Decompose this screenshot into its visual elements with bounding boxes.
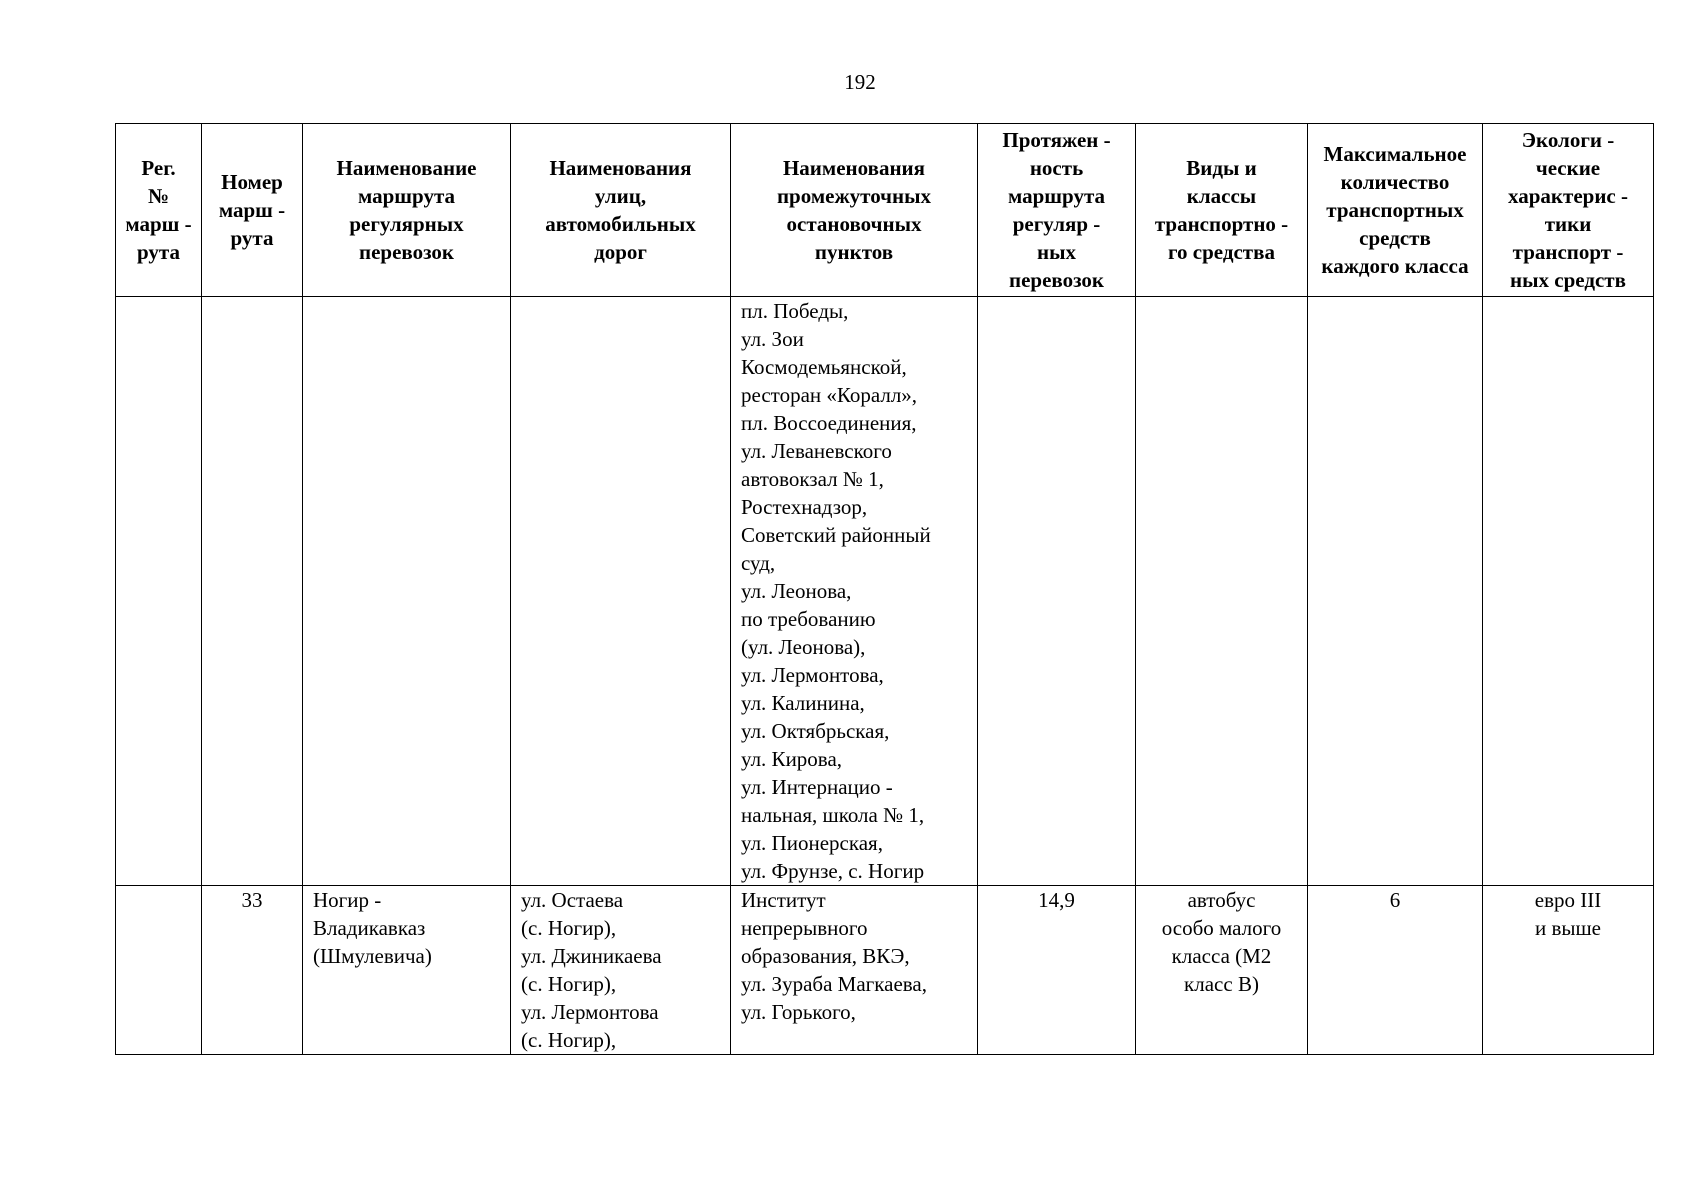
cell-text-line: рута — [137, 240, 180, 264]
cell-route-no — [202, 297, 303, 886]
cell-route-name — [303, 297, 511, 886]
cell-text-line: образования, ВКЭ, — [741, 944, 910, 968]
cell-reg-no — [116, 886, 202, 1055]
cell-text-line: Советский районный — [741, 523, 931, 547]
cell-text-line: и выше — [1534, 916, 1601, 940]
cell-text-line: Наименования — [782, 156, 926, 180]
cell-text-line: автомобильных — [545, 212, 696, 236]
cell-eco — [1483, 297, 1654, 886]
cell-text-line: ул. Джиникаева — [521, 944, 662, 968]
cell-text-line: средств — [1359, 226, 1431, 250]
cell-text-line: нальная, школа № 1, — [741, 803, 925, 827]
cell-text-line: ул. Леонова, — [741, 579, 852, 603]
header-length — [978, 124, 1136, 297]
cell-text-line: (с. Ногир), — [521, 1028, 617, 1052]
cell-text-line: ных — [1037, 240, 1076, 264]
cell-text-line: класс В) — [1184, 972, 1259, 996]
header-max-vehicles — [1308, 124, 1483, 297]
cell-text-line: перевозок — [1008, 268, 1105, 292]
cell-streets — [511, 886, 731, 1055]
table-header-row — [116, 124, 1654, 297]
page-number: 192 — [844, 70, 876, 94]
routes-table — [115, 123, 1654, 1055]
header-vehicle-class — [1136, 124, 1308, 297]
cell-stops — [731, 886, 978, 1055]
cell-length — [978, 886, 1136, 1055]
cell-text-line: Институт — [741, 888, 826, 912]
cell-text-line: ных средств — [1510, 268, 1626, 292]
cell-text-line: (ул. Леонова), — [741, 635, 866, 659]
cell-text-line: улиц, — [594, 184, 647, 208]
cell-text-line: маршрута — [1007, 184, 1106, 208]
cell-eco — [1483, 886, 1654, 1055]
cell-text-line: дорог — [594, 240, 647, 264]
cell-text-line: 14,9 — [1038, 888, 1075, 912]
cell-text-line: по требованию — [741, 607, 876, 631]
cell-text-line: ность — [1029, 156, 1084, 180]
cell-text-line: ул. Интернацио - — [741, 775, 893, 799]
cell-text-line: Космодемьянской, — [741, 355, 907, 379]
header-reg-no — [116, 124, 202, 297]
cell-length — [978, 297, 1136, 886]
cell-text-line: (с. Ногир), — [521, 972, 617, 996]
cell-reg-no — [116, 297, 202, 886]
cell-text-line: Экологи - — [1521, 128, 1615, 152]
cell-text-line: ресторан «Коралл», — [741, 383, 918, 407]
cell-text-line: особо малого — [1161, 916, 1282, 940]
header-stops — [731, 124, 978, 297]
header-route-name — [303, 124, 511, 297]
cell-text-line: Максимальное — [1323, 142, 1467, 166]
cell-text-line: Наименование — [336, 156, 477, 180]
header-route-no — [202, 124, 303, 297]
cell-text-line: ул. Октябрьская, — [741, 719, 890, 743]
cell-route-no — [202, 886, 303, 1055]
cell-text-line: ул. Леваневского — [741, 439, 892, 463]
cell-text-line: ул. Кирова, — [741, 747, 843, 771]
cell-streets — [511, 297, 731, 886]
cell-text-line: характерис - — [1508, 184, 1628, 208]
table-row — [116, 886, 1654, 1055]
cell-text-line: Номер — [221, 170, 283, 194]
cell-text-line: ческие — [1535, 156, 1601, 180]
cell-text-line: № — [147, 184, 170, 208]
cell-text-line: ул. Калинина, — [741, 691, 865, 715]
cell-text-line: евро III — [1534, 888, 1602, 912]
cell-text-line: автовокзал № 1, — [741, 467, 884, 491]
header-eco — [1483, 124, 1654, 297]
cell-stops — [731, 297, 978, 886]
cell-vehicle-class — [1136, 886, 1308, 1055]
cell-vehicle-class — [1136, 297, 1308, 886]
cell-text-line: (с. Ногир), — [521, 916, 617, 940]
cell-text-line: ул. Фрунзе, с. Ногир — [741, 859, 925, 883]
cell-text-line: класса (М2 — [1171, 944, 1272, 968]
cell-text-line: промежуточных — [776, 184, 932, 208]
cell-text-line: Виды и — [1186, 156, 1257, 180]
cell-text-line: маршрута — [357, 184, 456, 208]
cell-text-line: ул. Горького, — [741, 1000, 856, 1024]
cell-text-line: 33 — [241, 888, 263, 912]
cell-text-line: остановочных — [786, 212, 922, 236]
cell-text-line: транспортно - — [1154, 212, 1289, 236]
cell-text-line: количество — [1340, 170, 1450, 194]
cell-max-vehicles — [1308, 886, 1483, 1055]
cell-text-line: Владикавказ — [313, 916, 426, 940]
cell-max-vehicles — [1308, 297, 1483, 886]
cell-text-line: каждого класса — [1321, 254, 1469, 278]
cell-text-line: марш - — [218, 198, 286, 222]
cell-text-line: ул. Зураба Магкаева, — [741, 972, 927, 996]
cell-text-line: ул. Остаева — [521, 888, 624, 912]
cell-text-line: марш - — [125, 212, 192, 236]
cell-text-line: классы — [1186, 184, 1257, 208]
cell-route-name — [303, 886, 511, 1055]
cell-text-line: ул. Пионерская, — [741, 831, 883, 855]
cell-text-line: транспортных — [1326, 198, 1464, 222]
cell-text-line: рута — [230, 226, 274, 250]
cell-text-line: автобус — [1187, 888, 1256, 912]
cell-text-line: ул. Зои — [741, 327, 804, 351]
cell-text-line: Наименования — [549, 156, 692, 180]
cell-text-line: Протяжен - — [1002, 128, 1111, 152]
cell-text-line: ул. Лермонтова, — [741, 663, 884, 687]
cell-text-line: Ростехнадзор, — [741, 495, 868, 519]
cell-text-line: пл. Победы, — [741, 299, 849, 323]
cell-text-line: регулярных — [349, 212, 464, 236]
cell-text-line: тики — [1544, 212, 1592, 236]
cell-text-line: пл. Воссоединения, — [741, 411, 917, 435]
cell-text-line: перевозок — [358, 240, 455, 264]
cell-text-line: (Шмулевича) — [313, 944, 432, 968]
cell-text-line: го средства — [1168, 240, 1275, 264]
cell-text-line: Ногир - — [313, 888, 382, 912]
cell-text-line: ул. Лермонтова — [521, 1000, 659, 1024]
cell-text-line: 6 — [1389, 888, 1401, 912]
cell-text-line: пунктов — [814, 240, 894, 264]
cell-text-line: регуляр - — [1012, 212, 1101, 236]
cell-text-line: Рег. — [141, 156, 176, 180]
cell-text-line: транспорт - — [1512, 240, 1624, 264]
cell-text-line: непрерывного — [741, 916, 868, 940]
cell-text-line: суд, — [741, 551, 776, 575]
table-row — [116, 297, 1654, 886]
header-streets — [511, 124, 731, 297]
